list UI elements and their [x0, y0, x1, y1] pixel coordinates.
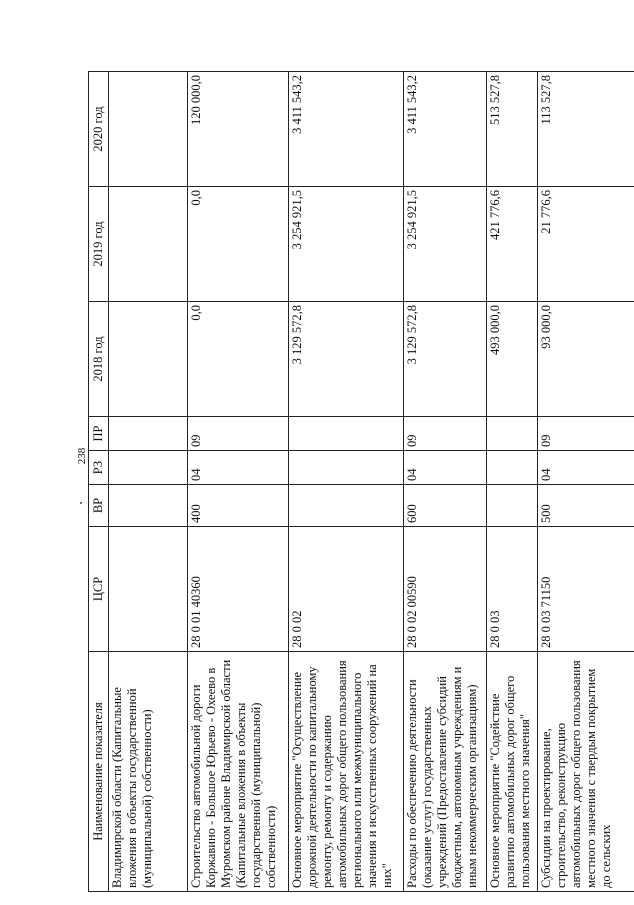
cell-2019: 3 254 921,5 [289, 187, 404, 302]
cell-2020 [109, 72, 188, 187]
cell-rz: 04 [404, 451, 487, 485]
cell-2020: 3 411 543,2 [404, 72, 487, 187]
header-2019: 2019 год [89, 187, 109, 302]
cell-2020: 120 000,0 [188, 72, 289, 187]
table-container [88, 72, 616, 892]
cell-rz [289, 451, 404, 485]
table-row [487, 72, 538, 892]
cell-2019: 3 254 921,5 [404, 187, 487, 302]
cell-pr [109, 417, 188, 451]
cell-2019: 21 776,6 [538, 187, 634, 302]
cell-name: Владимирской области (Капитальные вложения в объекты государственной (муниципальной) собственности) [109, 652, 188, 892]
cell-2018: 493 000,0 [487, 302, 538, 417]
header-2020: 2020 год [89, 72, 109, 187]
cell-rz [487, 451, 538, 485]
cell-name: Расходы по обеспечению деятельности (оказание услуг) государственных учреждений (Предоставление субсидий бюджетным, автономным учреждениям и иным некоммерческим организациям) [404, 652, 487, 892]
cell-rz [109, 451, 188, 485]
cell-2019: 421 776,6 [487, 187, 538, 302]
table-row [289, 72, 404, 892]
cell-pr [487, 417, 538, 451]
header-name: Наименование показателя [89, 652, 109, 892]
cell-vr [109, 485, 188, 527]
cell-pr: 09 [188, 417, 289, 451]
cell-csr: 28 0 02 [289, 527, 404, 652]
cell-csr: 28 0 03 [487, 527, 538, 652]
cell-2018: 93 000,0 [538, 302, 634, 417]
cell-vr [487, 485, 538, 527]
cell-vr: 400 [188, 485, 289, 527]
cell-name: Основное мероприятие "Осуществление дорожной деятельности по капитальному ремонту, ремонту и содержанию автомобильных дорог общего пользования регионального или межмуниципального значения и искусственных сооружений на них" [289, 652, 404, 892]
header-row [89, 72, 109, 892]
cell-2019: 0,0 [188, 187, 289, 302]
cell-csr: 28 0 01 40360 [188, 527, 289, 652]
cell-csr [109, 527, 188, 652]
scan-dot [80, 502, 82, 504]
header-rz: РЗ [89, 451, 109, 485]
cell-2020: 513 527,8 [487, 72, 538, 187]
cell-pr [289, 417, 404, 451]
header-vr: ВР [89, 485, 109, 527]
header-pr: ПР [89, 417, 109, 451]
table-row [188, 72, 289, 892]
cell-2020: 113 527,8 [538, 72, 634, 187]
cell-name: Основное мероприятие "Содействие развитию автомобильных дорог общего пользования местного значения" [487, 652, 538, 892]
cell-2018 [109, 302, 188, 417]
cell-rz: 04 [538, 451, 634, 485]
budget-table [88, 71, 634, 892]
rotated-table-frame [88, 72, 616, 892]
cell-vr: 500 [538, 485, 634, 527]
table-row [538, 72, 634, 892]
cell-rz: 04 [188, 451, 289, 485]
cell-pr: 09 [538, 417, 634, 451]
header-csr: ЦСР [89, 527, 109, 652]
table-row [404, 72, 487, 892]
cell-2018: 3 129 572,8 [404, 302, 487, 417]
cell-name: Субсидии на проектирование, строительство, реконструкцию автомобильных дорог общего пользования местного значения с твердым покрытием до сельских [538, 652, 634, 892]
cell-2019 [109, 187, 188, 302]
cell-pr: 09 [404, 417, 487, 451]
cell-name: Строительство автомобильной дороги Коржавино - Большое Юрьево - Охеево в Муромском районе Владимирской области (Капитальные вложения в объекты государственной (муниципальной) собственности) [188, 652, 289, 892]
cell-2018: 0,0 [188, 302, 289, 417]
cell-2018: 3 129 572,8 [289, 302, 404, 417]
cell-vr: 600 [404, 485, 487, 527]
cell-2020: 3 411 543,2 [289, 72, 404, 187]
page-number: 238 [76, 447, 88, 465]
table-row [109, 72, 188, 892]
cell-vr [289, 485, 404, 527]
header-2018: 2018 год [89, 302, 109, 417]
cell-csr: 28 0 03 71150 [538, 527, 634, 652]
cell-csr: 28 0 02 00590 [404, 527, 487, 652]
